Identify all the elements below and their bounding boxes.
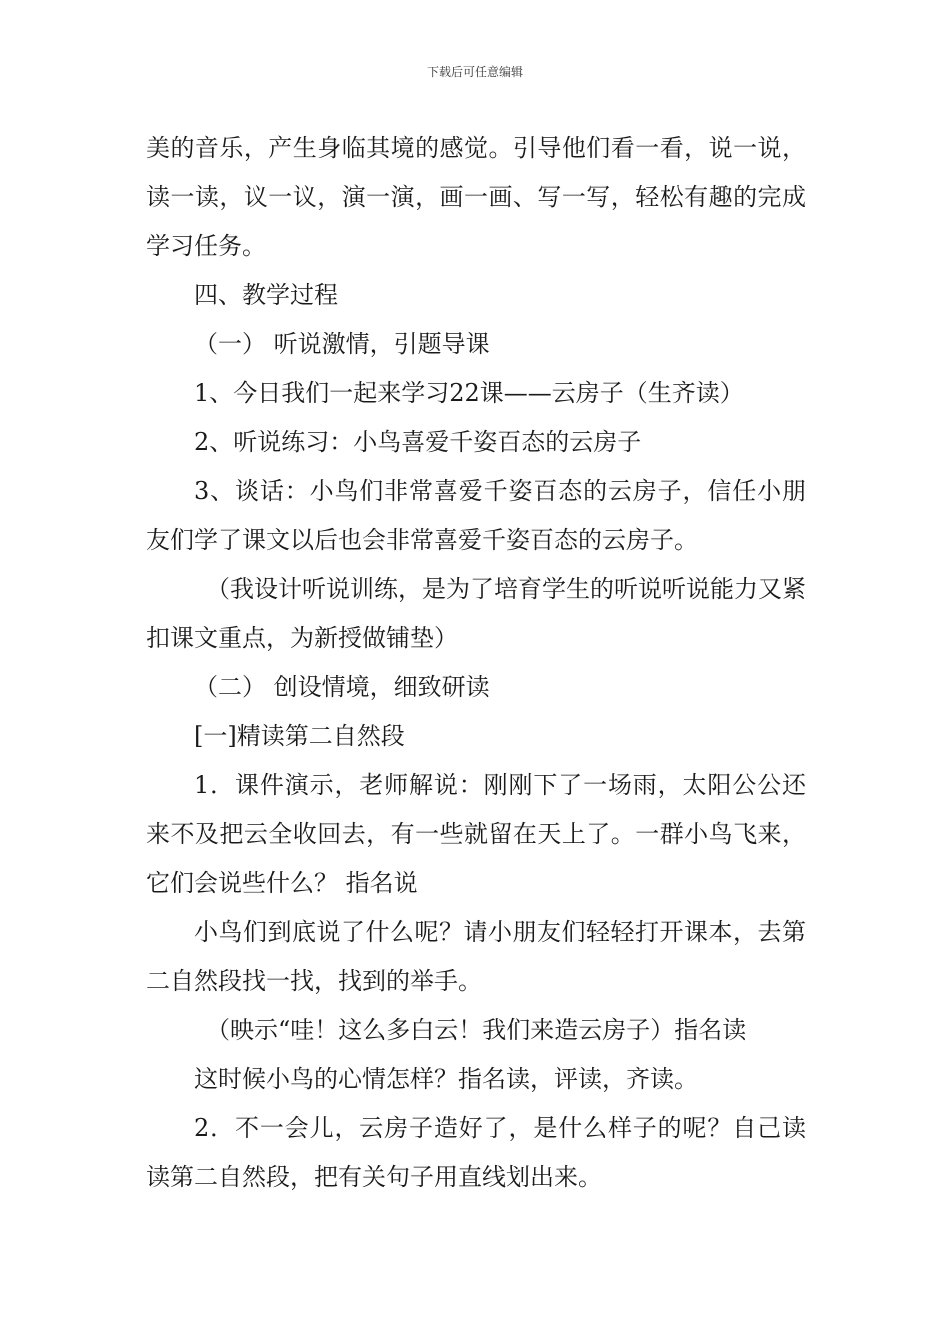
paragraph-note: （我设计听说训练，是为了培育学生的听说听说能力又紧扣课文重点，为新授做铺垫） [146,575,806,652]
page-header: 下载后可任意编辑 [426,65,523,79]
paragraph: 1、今日我们一起来学习22课——云房子（生齐读） [194,379,744,407]
section-heading: 四、教学过程 [194,281,338,309]
paragraph: 2．不一会儿，云房子造好了，是什么样子的呢？自己读读第二自然段，把有关句子用直线划出来。 [146,1114,806,1191]
paragraph: 2、听说练习：小鸟喜爱千姿百态的云房子 [194,428,642,456]
subsection-heading: [一]精读第二自然段 [194,722,405,750]
document-body [146,124,806,1202]
paragraph: 小鸟们到底说了什么呢？请小朋友们轻轻打开课本，去第二自然段找一找，找到的举手。 [146,918,806,995]
paragraph-note: （映示“哇！这么多白云！我们来造云房子）指名读 [206,1016,747,1044]
subsection-heading: （一） 听说激情，引题导课 [194,330,490,358]
subsection-heading: （二） 创设情境，细致研读 [194,673,490,701]
paragraph: 美的音乐，产生身临其境的感觉。引导他们看一看，说一说，读一读，议一议，演一演，画一画、写一写，轻松有趣的完成学习任务。 [146,134,806,260]
paragraph: 1．课件演示，老师解说：刚刚下了一场雨，太阳公公还来不及把云全收回去，有一些就留在天上了。一群小鸟飞来，它们会说些什么？ 指名说 [146,771,806,897]
paragraph: 3、谈话：小鸟们非常喜爱千姿百态的云房子，信任小朋友们学了课文以后也会非常喜爱千姿百态的云房子。 [146,477,806,554]
paragraph: 这时候小鸟的心情怎样？指名读，评读，齐读。 [194,1065,698,1093]
